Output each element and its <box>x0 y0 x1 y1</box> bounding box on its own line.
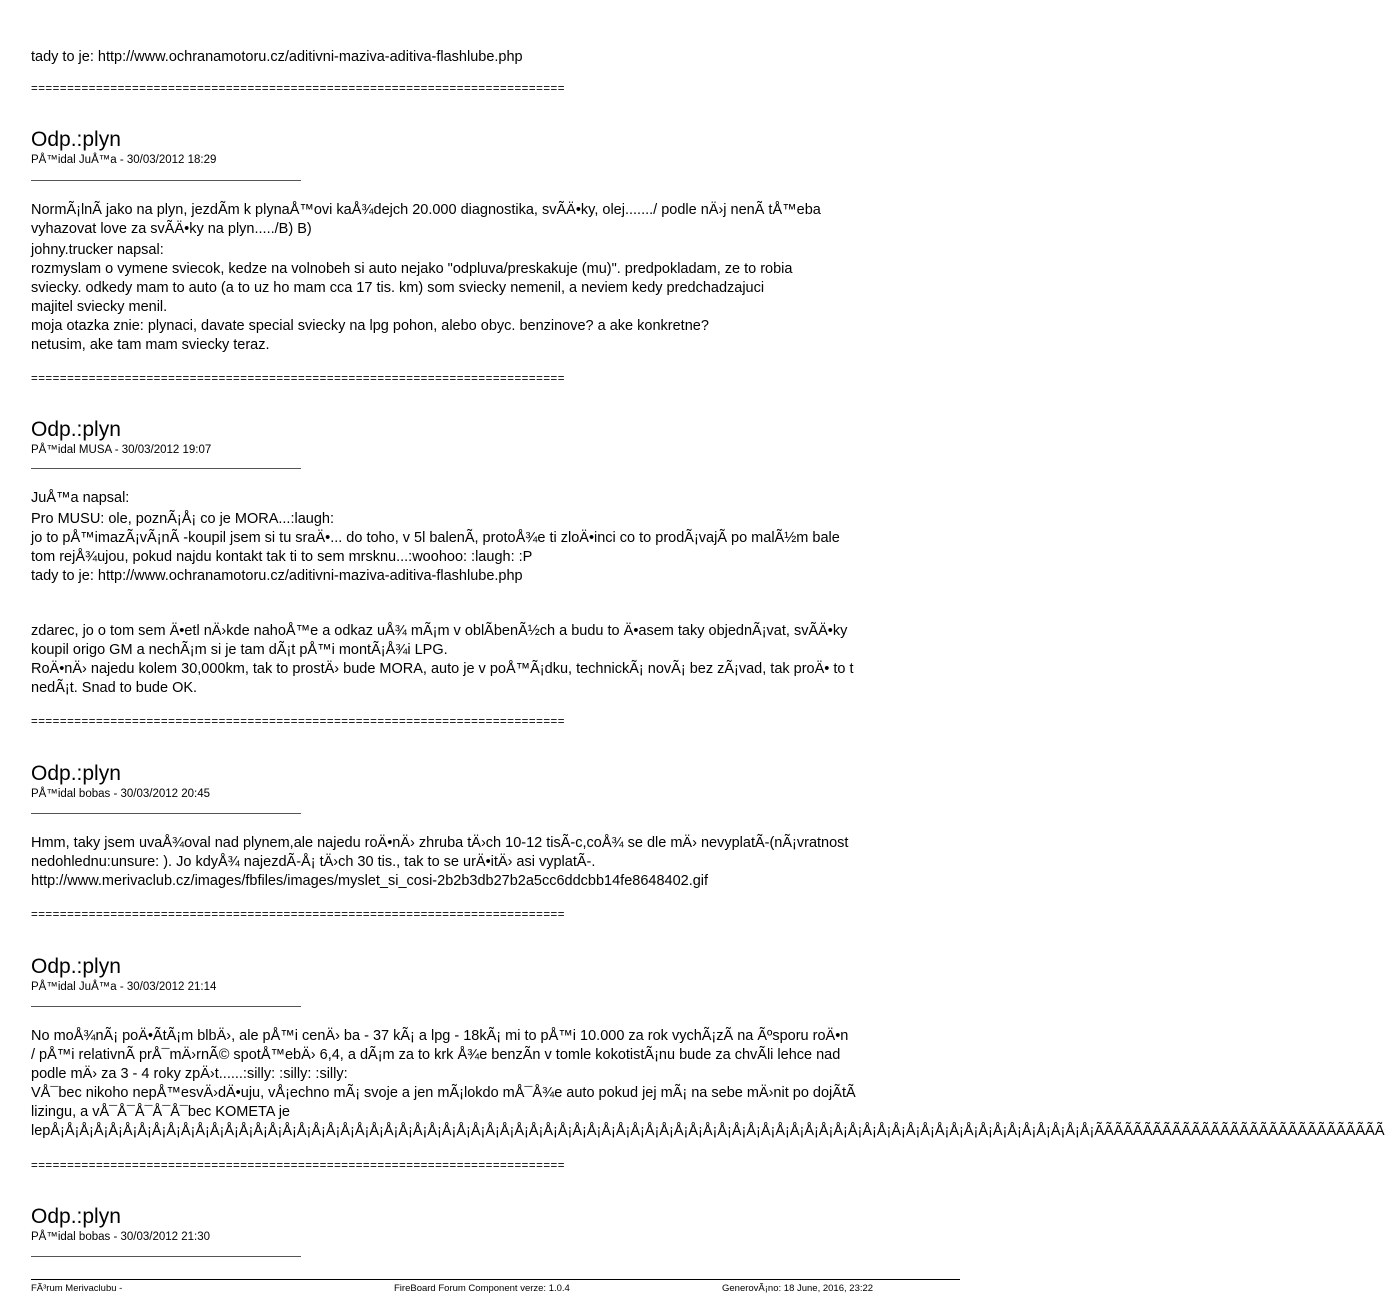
quote-text: moja otazka znie: plynaci, davate special sviecky na lpg pohon, alebo obyc. benzinove? a ake konkretne? <box>31 318 709 334</box>
separator: ========================================================================== <box>31 373 565 385</box>
quote-author: JuÅ™a napsal: <box>31 490 130 506</box>
post-title: Odp.:plyn <box>31 955 121 978</box>
post-link: http://www.merivaclub.cz/images/fbfiles/images/myslet_si_cosi-2b2b3db27b2a5cc6ddcbb14fe8648402.gif <box>31 873 709 889</box>
separator: ========================================================================== <box>31 716 565 728</box>
footer-forum-name: FÃ³rum Merivaclubu - <box>31 1283 123 1294</box>
meta-rule <box>31 813 301 814</box>
quote-text: rozmyslam o vymene sviecok, kedze na volnobeh si auto nejako "odpluva/preskakuje (mu)". predpokladam, ze to robia <box>31 261 793 277</box>
link-line: tady to je: http://www.ochranamotoru.cz/aditivni-maziva-aditiva-flashlube.php <box>31 49 523 65</box>
post-title: Odp.:plyn <box>31 1205 121 1228</box>
post-text: vyhazovat love za svÃÄ•ky na plyn...../B) B) <box>31 221 312 237</box>
separator: ========================================================================== <box>31 1160 565 1172</box>
post-title: Odp.:plyn <box>31 762 121 785</box>
post-text: No moÅ¾nÃ¡ poÄ•ÃtÃ¡m blbÄ›, ale pÅ™i cenÄ› ba - 37 kÃ¡ a lpg - 18kÃ¡ mi to pÅ™i 10.000 za rok vychÃ¡zÃ na Ãºsporu roÄ•n <box>31 1028 849 1044</box>
separator: ========================================================================== <box>31 83 565 95</box>
post-text: lepÅ¡Å¡Å¡Å¡Å¡Å¡Å¡Å¡Å¡Å¡Å¡Å¡Å¡Å¡Å¡Å¡Å¡Å¡Å¡Å¡Å¡Å¡Å¡Å¡Å¡Å¡Å¡Å¡Å¡Å¡Å¡Å¡Å¡Å¡Å¡Å¡Å¡Å¡Å¡Å¡Å¡Å¡Å¡Å¡Å¡Å¡Å¡Å¡Å¡Å¡Å¡Å¡Å¡Å¡Å¡Å¡Å¡Å¡Å¡Å¡Å¡Å¡Å¡Å¡Å¡Å¡Å¡Å¡Å¡Å¡Å¡Å¡ÃÃÃÃÃÃÃÃÃÃÃÃÃÃÃÃÃÃÃÃÃÃÃÃÃÃÃÃÃÃ <box>31 1123 1385 1139</box>
quote-text: tady to je: http://www.ochranamotoru.cz/aditivni-maziva-aditiva-flashlube.php <box>31 568 523 584</box>
footer-component: FireBoard Forum Component verze: 1.0.4 <box>394 1283 570 1294</box>
quote-text: tom rejÅ¾ujou, pokud najdu kontakt tak ti to sem mrsknu...:woohoo: :laugh: :P <box>31 549 533 565</box>
post-meta: PÅ™idal bobas - 30/03/2012 21:30 <box>31 1231 211 1243</box>
post-text: VÅ¯bec nikoho nepÅ™esvÄ›dÄ•uju, vÅ¡echno mÃ¡ svoje a jen mÃ¡lokdo mÅ¯Å¾e auto pokud jej mÃ¡ na sebe mÄ›nit po dojÃtÃ <box>31 1085 856 1101</box>
post-title: Odp.:plyn <box>31 418 121 441</box>
quote-author: johny.trucker napsal: <box>31 242 164 258</box>
quote-text: netusim, ake tam mam sviecky teraz. <box>31 337 270 353</box>
post-text: NormÃ¡lnÃ jako na plyn, jezdÃm k plynaÅ™ovi kaÅ¾dejch 20.000 diagnostika, svÃÄ•ky, olej......./ podle nÄ›j nenÃ tÅ™eba <box>31 202 821 218</box>
quote-text: Pro MUSU: ole, poznÃ¡Å¡ co je MORA...:laugh: <box>31 511 334 527</box>
post-text: podle mÄ› za 3 - 4 roky zpÄ›t......:silly: :silly: :silly: <box>31 1066 348 1082</box>
post-text: RoÄ•nÄ› najedu kolem 30,000km, tak to prostÄ› bude MORA, auto je v poÅ™Ã¡dku, technickÃ¡ novÃ¡ bez zÃ¡vad, tak proÄ• to t <box>31 661 854 677</box>
footer-generated: GenerovÃ¡no: 18 June, 2016, 23:22 <box>722 1283 874 1294</box>
post-title: Odp.:plyn <box>31 128 121 151</box>
post-meta: PÅ™idal JuÅ™a - 30/03/2012 18:29 <box>31 154 217 166</box>
quote-text: majitel sviecky menil. <box>31 299 168 315</box>
post-meta: PÅ™idal bobas - 30/03/2012 20:45 <box>31 788 211 800</box>
meta-rule <box>31 1256 301 1257</box>
post-text: zdarec, jo o tom sem Ä•etl nÄ›kde nahoÅ™e a odkaz uÅ¾ mÃ¡m v oblÃbenÃ½ch a budu to Ä•asem taky objednÃ¡vat, svÃÄ•ky <box>31 623 848 639</box>
post-text: nedohlednu:unsure: ). Jo kdyÅ¾ najezdÃ-Å¡ tÄ›ch 30 tis., tak to se urÄ•itÄ› asi vyplatÃ-. <box>31 854 596 870</box>
separator: ========================================================================== <box>31 909 565 921</box>
quote-text: jo to pÅ™imazÃ¡vÃ¡nÃ -koupil jsem si tu sraÄ•... do toho, v 5l balenÃ, protoÅ¾e ti zloÄ•inci co to prodÃ¡vajÃ po malÃ½m bale <box>31 530 840 546</box>
post-text: / pÅ™i relativnÃ prÅ¯mÄ›rnÃ© spotÅ™ebÄ› 6,4, a dÃ¡m za to krk Å¾e benzÃn v tomle kokotistÃ¡nu bude za chvÃli lehce nad <box>31 1047 841 1063</box>
quote-text: sviecky. odkedy mam to auto (a to uz ho mam cca 17 tis. km) som sviecky nemenil, a neviem kedy predchadzajuci <box>31 280 765 296</box>
meta-rule <box>31 180 301 181</box>
post-text: lizingu, a vÅ¯Å¯Å¯Å¯Å¯bec KOMETA je <box>31 1104 290 1120</box>
meta-rule <box>31 1006 301 1007</box>
post-meta: PÅ™idal JuÅ™a - 30/03/2012 21:14 <box>31 981 217 993</box>
post-text: nedÃ¡t. Snad to bude OK. <box>31 680 198 696</box>
meta-rule <box>31 468 301 469</box>
post-text: Hmm, taky jsem uvaÅ¾oval nad plynem,ale najedu roÄ•nÄ› zhruba tÄ›ch 10-12 tisÃ-c,coÅ¾ se dle mÄ› nevyplatÃ-(nÃ¡vratnost <box>31 835 849 851</box>
post-meta: PÅ™idal MUSA - 30/03/2012 19:07 <box>31 444 212 456</box>
footer-divider <box>31 1279 960 1280</box>
post-text: koupil origo GM a nechÃ¡m si je tam dÃ¡t pÅ™i montÃ¡Å¾i LPG. <box>31 642 448 658</box>
